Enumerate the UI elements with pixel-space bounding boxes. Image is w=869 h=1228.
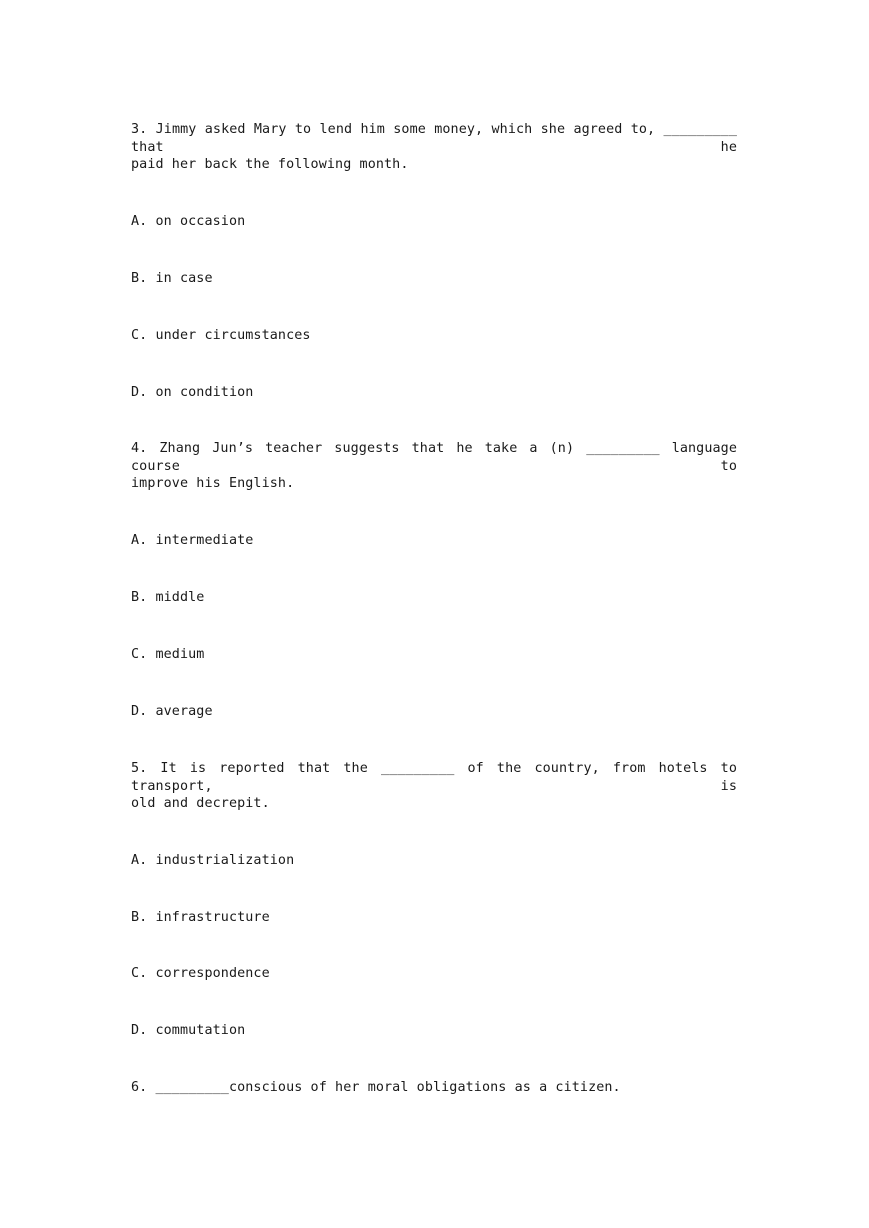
- question-4-option-a: A. intermediate: [131, 533, 254, 548]
- question-4-option-b: B. middle: [131, 590, 205, 605]
- question-5-stem-line-1: 5. It is reported that the _________ of the country, from hotels to transport, is: [131, 761, 737, 794]
- question-3-option-a: A. on occasion: [131, 214, 246, 229]
- question-3-option-d: D. on condition: [131, 385, 254, 400]
- question-5-stem-line-2: old and decrepit.: [131, 796, 270, 811]
- question-4-option-d: D. average: [131, 704, 213, 719]
- question-4-option-c: C. medium: [131, 647, 205, 662]
- question-3-option-b: B. in case: [131, 271, 213, 286]
- question-3-stem-line-2: paid her back the following month.: [131, 157, 409, 172]
- question-3-option-c: C. under circumstances: [131, 328, 311, 343]
- question-5-option-d: D. commutation: [131, 1023, 246, 1038]
- question-4-stem-line-2: improve his English.: [131, 476, 295, 491]
- question-4-stem-line-1: 4. Zhang Jun’s teacher suggests that he take a (n) _________ language course to: [131, 441, 737, 474]
- question-5-option-a: A. industrialization: [131, 853, 295, 868]
- question-5-option-b: B. infrastructure: [131, 910, 270, 925]
- question-3-stem-line-1: 3. Jimmy asked Mary to lend him some money, which she agreed to, _________ that he: [131, 122, 737, 155]
- question-5-option-c: C. correspondence: [131, 966, 270, 981]
- question-6-stem-line-1: 6. _________conscious of her moral obligations as a citizen.: [131, 1080, 621, 1095]
